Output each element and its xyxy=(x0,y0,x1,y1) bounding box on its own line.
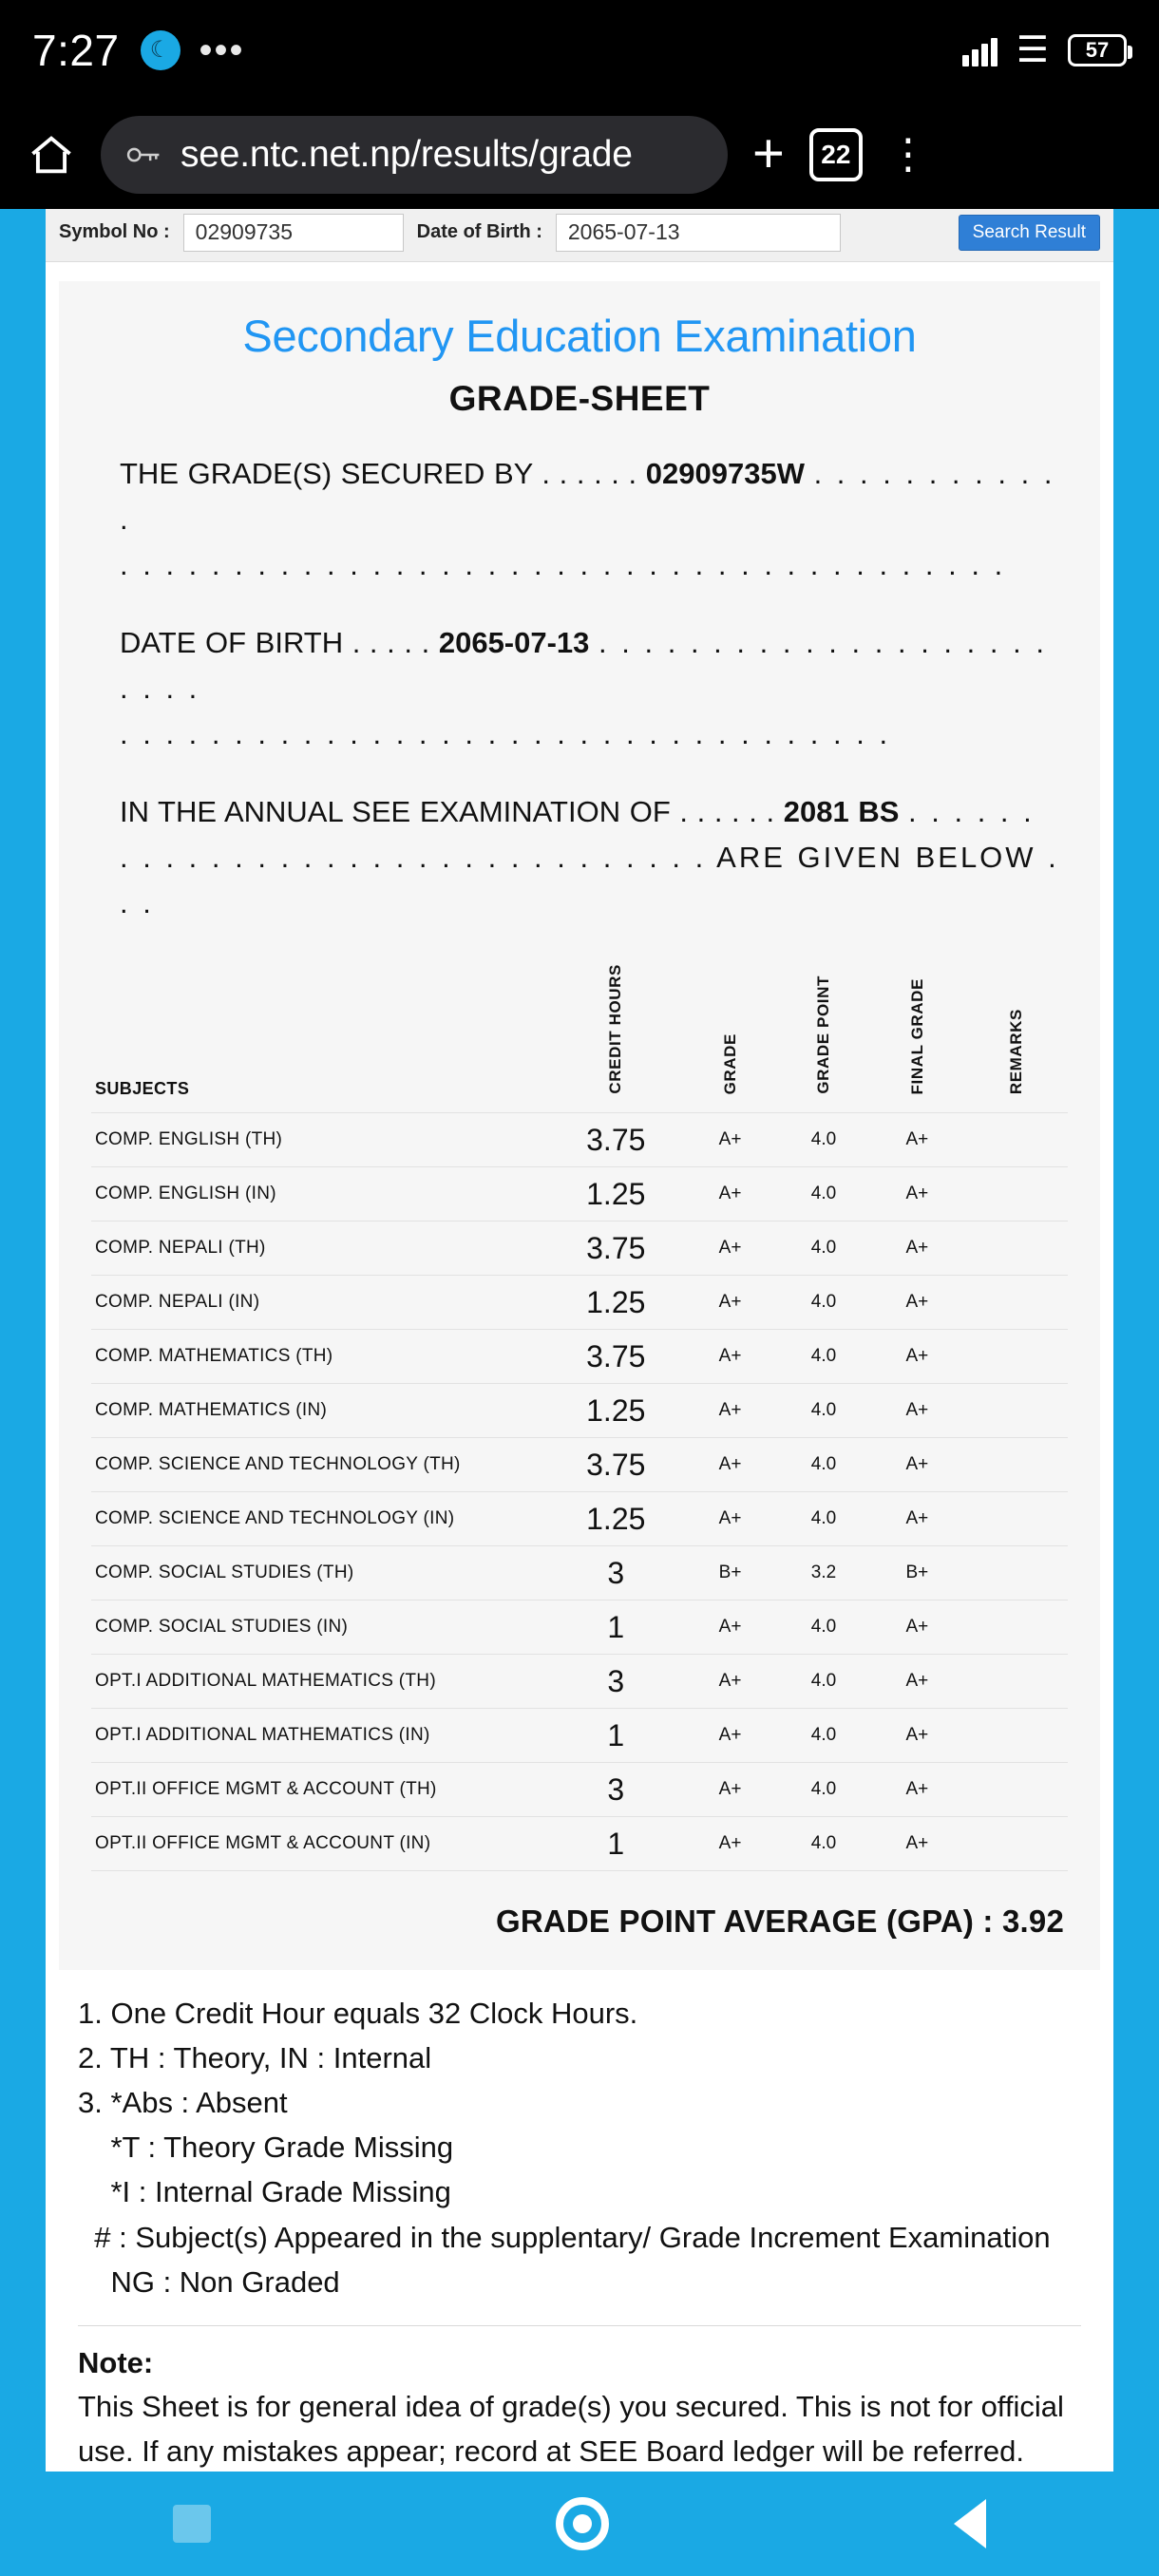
permissions-icon[interactable] xyxy=(125,139,163,171)
cell-grade: A+ xyxy=(683,1817,776,1871)
header-remarks xyxy=(964,964,1068,1112)
table-row xyxy=(91,1546,1068,1601)
grade-sheet-card xyxy=(59,281,1100,1970)
cell-remarks xyxy=(964,1113,1068,1167)
header-credit-hours xyxy=(548,964,683,1112)
cell-point: 4.0 xyxy=(777,1655,870,1709)
note-block xyxy=(46,2326,1113,2472)
cell-final: A+ xyxy=(870,1492,963,1546)
grades-secured-wrap: . . . . . . . . . . . . . . . . . . . . . . . . . . . . . . . . . . . . . . . xyxy=(120,548,1006,582)
grades-table xyxy=(91,964,1068,1871)
browser-toolbar xyxy=(0,100,1159,209)
table-row xyxy=(91,1438,1068,1492)
dob-line xyxy=(91,620,1068,757)
symbol-no-label: Symbol No : xyxy=(59,221,170,242)
header-remarks-label: REMARKS xyxy=(1006,1008,1025,1095)
table-row xyxy=(91,1817,1068,1871)
status-clock: 7:27 xyxy=(32,25,120,75)
exam-year-suffix: . . . . . . xyxy=(908,795,1035,829)
exam-year-wrap: . . . . . . . . . . . . . . . . . . . . . . . . . . ARE GIVEN BELOW . . . xyxy=(120,841,1059,920)
cell-subject: COMP. ENGLISH (IN) xyxy=(91,1167,548,1222)
cell-point: 4.0 xyxy=(777,1113,870,1167)
dob-value: 2065-07-13 xyxy=(438,626,590,660)
url-text: see.ntc.net.np/results/grade xyxy=(180,133,633,175)
cell-final: B+ xyxy=(870,1546,963,1601)
cell-grade: A+ xyxy=(683,1601,776,1655)
legend-line-2: 2. TH : Theory, IN : Internal xyxy=(78,2041,432,2075)
square-recents-icon[interactable] xyxy=(173,2505,211,2543)
cell-grade: A+ xyxy=(683,1763,776,1817)
cell-credit: 3.75 xyxy=(548,1330,683,1384)
gpa-label: GRADE POINT AVERAGE (GPA) : 3.92 xyxy=(495,1904,1064,1940)
header-grade xyxy=(683,964,776,1112)
kebab-menu-icon[interactable]: ⋮ xyxy=(886,130,929,178)
table-row xyxy=(91,1492,1068,1546)
header-subjects: SUBJECTS xyxy=(91,964,548,1112)
cell-point: 4.0 xyxy=(777,1330,870,1384)
circle-home-icon[interactable] xyxy=(556,2497,609,2550)
cell-grade: A+ xyxy=(683,1384,776,1438)
legend-line-3: 3. *Abs : Absent xyxy=(78,2086,288,2120)
table-row xyxy=(91,1763,1068,1817)
cell-point: 3.2 xyxy=(777,1546,870,1601)
status-bar xyxy=(0,0,1159,100)
cell-point: 4.0 xyxy=(777,1222,870,1276)
cell-final: A+ xyxy=(870,1113,963,1167)
table-row xyxy=(91,1601,1068,1655)
cell-remarks xyxy=(964,1601,1068,1655)
header-final-grade-label: FINAL GRADE xyxy=(907,977,926,1095)
cell-subject: COMP. MATHEMATICS (TH) xyxy=(91,1330,548,1384)
new-tab-button[interactable]: + xyxy=(752,123,785,185)
search-result-button[interactable]: Search Result xyxy=(959,215,1100,251)
cell-subject: COMP. NEPALI (TH) xyxy=(91,1222,548,1276)
note-body: This Sheet is for general idea of grade(s) you secured. This is not for official use. If any mistakes appear; record at SEE Board ledger will be referred. xyxy=(78,2390,1064,2468)
cell-grade: A+ xyxy=(683,1709,776,1763)
note-heading: Note: xyxy=(78,2345,154,2379)
table-row xyxy=(91,1167,1068,1222)
cell-grade: A+ xyxy=(683,1492,776,1546)
cell-remarks xyxy=(964,1330,1068,1384)
cell-remarks xyxy=(964,1438,1068,1492)
signal-bars-icon xyxy=(962,34,998,66)
cell-point: 4.0 xyxy=(777,1763,870,1817)
cell-grade: A+ xyxy=(683,1222,776,1276)
header-credit-hours-label: CREDIT HOURS xyxy=(606,964,625,1095)
symbol-no-input[interactable]: 02909735 xyxy=(183,214,404,252)
cell-subject: COMP. SCIENCE AND TECHNOLOGY (IN) xyxy=(91,1492,548,1546)
grades-table-head xyxy=(91,964,1068,1112)
dob-label: Date of Birth : xyxy=(416,221,542,242)
cell-subject: OPT.II OFFICE MGMT & ACCOUNT (IN) xyxy=(91,1817,548,1871)
legend-line-4: *T : Theory Grade Missing xyxy=(78,2131,454,2165)
cell-subject: OPT.I ADDITIONAL MATHEMATICS (TH) xyxy=(91,1655,548,1709)
grades-secured-suffix: . . . . . . . . . . . . xyxy=(120,457,1055,537)
table-row xyxy=(91,1709,1068,1763)
legend-line-7: NG : Non Graded xyxy=(78,2264,340,2299)
cell-credit: 1.25 xyxy=(548,1492,683,1546)
cell-final: A+ xyxy=(870,1817,963,1871)
dob-prefix: DATE OF BIRTH . . . . . xyxy=(120,626,430,660)
cell-grade: A+ xyxy=(683,1167,776,1222)
cell-final: A+ xyxy=(870,1438,963,1492)
tab-count-label: 22 xyxy=(821,139,851,169)
dob-input[interactable]: 2065-07-13 xyxy=(556,214,841,252)
tab-switcher-button[interactable] xyxy=(809,128,863,181)
cell-subject: COMP. SOCIAL STUDIES (TH) xyxy=(91,1546,548,1601)
cell-credit: 3 xyxy=(548,1655,683,1709)
cell-remarks xyxy=(964,1546,1068,1601)
table-header-row xyxy=(91,964,1068,1112)
legend-line-1: 1. One Credit Hour equals 32 Clock Hours. xyxy=(78,1997,638,2031)
cell-credit: 1 xyxy=(548,1709,683,1763)
battery-level-label: 57 xyxy=(1085,37,1110,62)
cell-grade: A+ xyxy=(683,1276,776,1330)
cell-credit: 1.25 xyxy=(548,1384,683,1438)
web-page xyxy=(46,209,1113,2472)
page-title: Secondary Education Examination xyxy=(242,311,917,361)
table-row xyxy=(91,1330,1068,1384)
symbol-number-value: 02909735W xyxy=(645,457,805,490)
triangle-back-icon[interactable] xyxy=(954,2499,986,2548)
battery-indicator xyxy=(1068,34,1127,66)
table-row xyxy=(91,1655,1068,1709)
dob-suffix: . . . . . . . . . . . . . . . . . . . . . . . . xyxy=(120,626,1047,706)
table-row xyxy=(91,1222,1068,1276)
table-row xyxy=(91,1384,1068,1438)
header-grade-point-label: GRADE POINT xyxy=(814,975,833,1095)
cell-final: A+ xyxy=(870,1709,963,1763)
cell-point: 4.0 xyxy=(777,1276,870,1330)
header-grade-point xyxy=(777,964,870,1112)
cell-subject: COMP. MATHEMATICS (IN) xyxy=(91,1384,548,1438)
cell-subject: COMP. SCIENCE AND TECHNOLOGY (TH) xyxy=(91,1438,548,1492)
cell-remarks xyxy=(964,1763,1068,1817)
cell-final: A+ xyxy=(870,1655,963,1709)
cell-point: 4.0 xyxy=(777,1167,870,1222)
cell-credit: 3 xyxy=(548,1546,683,1601)
dob-wrap: . . . . . . . . . . . . . . . . . . . . . . . . . . . . . . . . . . xyxy=(120,717,891,751)
cell-remarks xyxy=(964,1709,1068,1763)
cell-final: A+ xyxy=(870,1167,963,1222)
grades-secured-line xyxy=(91,451,1068,588)
exam-year-line xyxy=(91,789,1068,926)
status-indicators xyxy=(962,29,1127,70)
cell-remarks xyxy=(964,1167,1068,1222)
cell-final: A+ xyxy=(870,1276,963,1330)
header-final-grade xyxy=(870,964,963,1112)
cell-final: A+ xyxy=(870,1384,963,1438)
cell-subject: COMP. ENGLISH (TH) xyxy=(91,1113,548,1167)
cell-credit: 1 xyxy=(548,1817,683,1871)
status-overflow-dots: ••• xyxy=(199,28,245,71)
address-bar[interactable] xyxy=(101,116,728,194)
table-row xyxy=(91,1276,1068,1330)
cell-grade: A+ xyxy=(683,1438,776,1492)
cell-subject: COMP. SOCIAL STUDIES (IN) xyxy=(91,1601,548,1655)
page-viewport xyxy=(0,209,1159,2472)
cell-remarks xyxy=(964,1817,1068,1871)
cell-point: 4.0 xyxy=(777,1601,870,1655)
legend-line-5: *I : Internal Grade Missing xyxy=(78,2175,451,2209)
cell-remarks xyxy=(964,1222,1068,1276)
moon-icon: ☾ xyxy=(141,30,180,70)
table-row xyxy=(91,1113,1068,1167)
exam-year-value: 2081 BS xyxy=(783,795,900,829)
cell-credit: 3.75 xyxy=(548,1222,683,1276)
cell-final: A+ xyxy=(870,1601,963,1655)
cell-grade: B+ xyxy=(683,1546,776,1601)
wifi-icon: ☰ xyxy=(1016,29,1049,70)
exam-year-prefix: IN THE ANNUAL SEE EXAMINATION OF . . . . . . xyxy=(120,795,775,829)
page-subtitle: GRADE-SHEET xyxy=(448,379,711,418)
cell-credit: 1.25 xyxy=(548,1276,683,1330)
cell-remarks xyxy=(964,1276,1068,1330)
cell-point: 4.0 xyxy=(777,1438,870,1492)
cell-credit: 1.25 xyxy=(548,1167,683,1222)
cell-remarks xyxy=(964,1655,1068,1709)
cell-grade: A+ xyxy=(683,1113,776,1167)
cell-credit: 3 xyxy=(548,1763,683,1817)
result-search-form xyxy=(46,209,1113,262)
cell-point: 4.0 xyxy=(777,1709,870,1763)
cell-point: 4.0 xyxy=(777,1384,870,1438)
cell-subject: OPT.II OFFICE MGMT & ACCOUNT (TH) xyxy=(91,1763,548,1817)
cell-remarks xyxy=(964,1384,1068,1438)
cell-subject: COMP. NEPALI (IN) xyxy=(91,1276,548,1330)
grades-secured-prefix: THE GRADE(S) SECURED BY . . . . . . xyxy=(120,457,637,490)
grades-table-body xyxy=(91,1113,1068,1871)
cell-credit: 1 xyxy=(548,1601,683,1655)
cell-grade: A+ xyxy=(683,1655,776,1709)
cell-final: A+ xyxy=(870,1763,963,1817)
cell-remarks xyxy=(964,1492,1068,1546)
cell-grade: A+ xyxy=(683,1330,776,1384)
cell-point: 4.0 xyxy=(777,1492,870,1546)
cell-point: 4.0 xyxy=(777,1817,870,1871)
legend-line-6: # : Subject(s) Appeared in the supplentary/ Grade Increment Examination xyxy=(78,2220,1051,2254)
home-icon[interactable] xyxy=(27,130,76,180)
cell-credit: 3.75 xyxy=(548,1113,683,1167)
cell-subject: OPT.I ADDITIONAL MATHEMATICS (IN) xyxy=(91,1709,548,1763)
cell-credit: 3.75 xyxy=(548,1438,683,1492)
cell-final: A+ xyxy=(870,1222,963,1276)
cell-final: A+ xyxy=(870,1330,963,1384)
system-nav-bar xyxy=(0,2472,1159,2576)
legend-block xyxy=(46,1970,1113,2304)
header-grade-label: GRADE xyxy=(720,1032,739,1095)
